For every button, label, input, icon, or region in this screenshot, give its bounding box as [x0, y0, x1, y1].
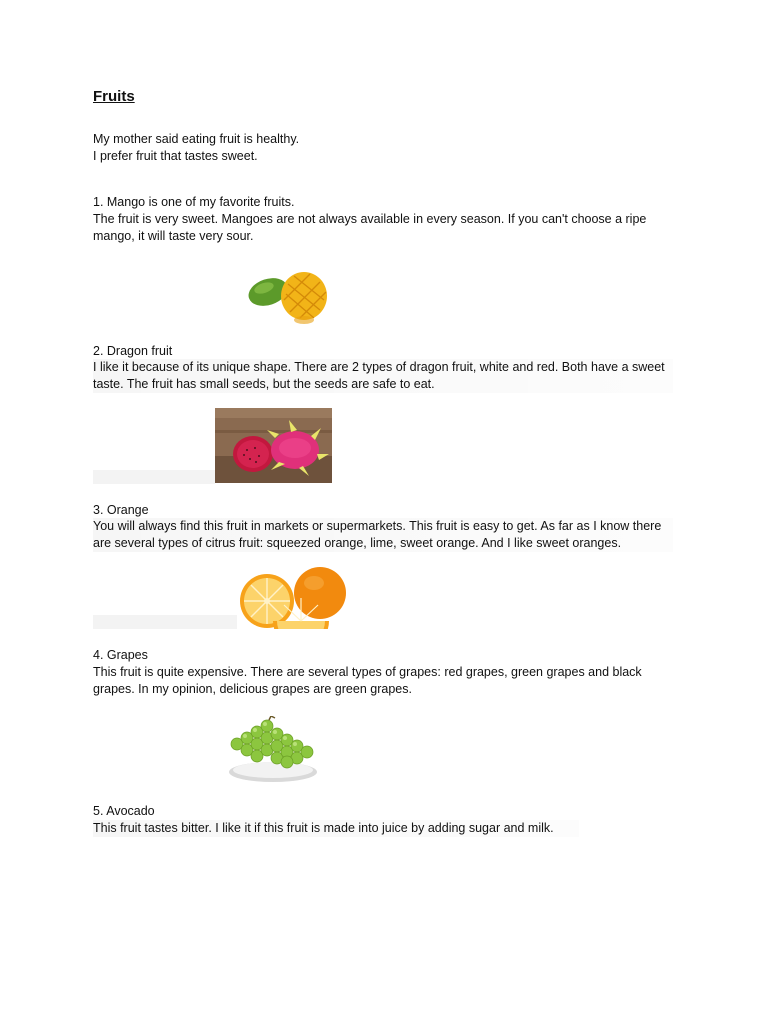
dragon-fruit-image [215, 408, 332, 483]
avocado-heading: 5. Avocado [93, 804, 155, 818]
grapes-image [225, 716, 323, 784]
intro-line-2: I prefer fruit that tastes sweet. [93, 149, 258, 163]
page-title: Fruits [93, 88, 135, 105]
mango-heading: 1. Mango is one of my favorite fruits. [93, 195, 295, 209]
orange-heading: 3. Orange [93, 503, 149, 517]
dragon-fruit-text: I like it because of its unique shape. There are 2 types of dragon fruit, white and red. Both have a sweet taste. The fruit has small seeds, but the seeds are safe to eat. [93, 359, 673, 393]
avocado-text: This fruit tastes bitter. I like it if this fruit is made into juice by adding sugar and milk. [93, 820, 579, 837]
intro-line-1: My mother said eating fruit is healthy. [93, 132, 300, 146]
orange-text: You will always find this fruit in markets or supermarkets. This fruit is easy to get. As far as I know there are several types of citrus fruit: squeezed orange, lime, sweet orange. And I like sweet oranges. [93, 518, 673, 552]
grapes-heading: 4. Grapes [93, 648, 148, 662]
dragon-fruit-heading: 2. Dragon fruit [93, 344, 173, 358]
mango-image [244, 266, 332, 326]
grapes-text: This fruit is quite expensive. There are several types of grapes: red grapes, green grapes and black grapes. In my opinion, delicious grapes are green grapes. [93, 665, 642, 696]
orange-image [237, 565, 347, 629]
mango-text: The fruit is very sweet. Mangoes are not always available in every season. If you can't choose a ripe mango, it will taste very sour. [93, 212, 647, 243]
